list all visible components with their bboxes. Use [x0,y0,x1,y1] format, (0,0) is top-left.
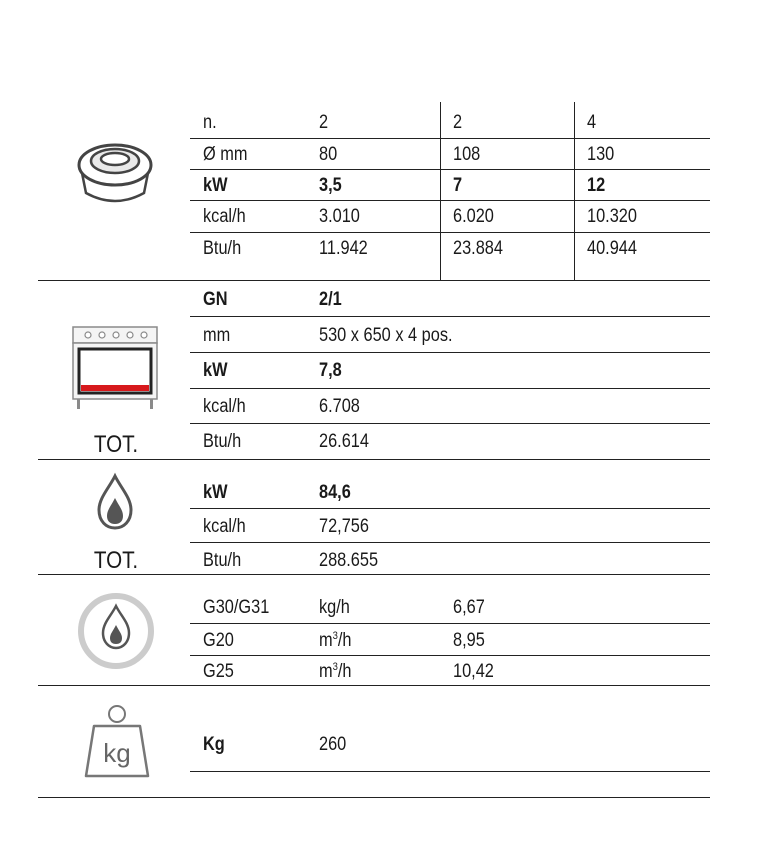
gas-type: G25 [203,661,234,682]
gas-type: G20 [203,630,234,651]
burner-value: 80 [319,144,338,165]
oven-row-label: GN [203,289,228,310]
gas-row-label: kcal/h [203,516,246,537]
consumption-unit [319,630,352,652]
consumption-value: 8,95 [453,630,485,651]
oven-value: 26.614 [319,431,369,452]
burner-value: 40.944 [587,238,637,259]
gas-consumption-icon [77,592,155,670]
gas-type: G30/G31 [203,597,270,618]
unit-superscript: 3 [332,661,338,673]
gas-value: 288.655 [319,550,379,571]
gas-row-label: Btu/h [203,550,242,571]
oven-value: 530 x 650 x 4 pos. [319,325,453,346]
unit-base: m [319,661,333,682]
burner-row-label: Btu/h [203,238,242,259]
section-divider [38,574,710,575]
burner-value: 108 [453,144,481,165]
weight-icon-label: kg [103,738,131,768]
consumption-value: 10,42 [453,661,494,682]
burner-value: 6.020 [453,206,494,227]
section-divider [38,685,710,686]
section-divider [38,280,710,281]
gas-value: 72,756 [319,516,369,537]
weight-label: Kg [203,734,225,755]
gas-value: 84,6 [319,482,351,503]
oven-icon [72,326,160,410]
burner-value: 3.010 [319,206,360,227]
burner-value: 7 [453,175,463,196]
burner-value: 10.320 [587,206,637,227]
oven-value: 7,8 [319,360,342,381]
burner-value: 12 [587,175,606,196]
oven-total-label: TOT. [93,431,139,458]
weight-kg-icon [82,702,152,780]
gas-row-label: kW [203,482,228,503]
unit-tail: /h [337,630,352,651]
burner-value: 11.942 [319,238,368,259]
burner-row-label: kcal/h [203,206,246,227]
burner-row-label: n. [203,112,217,133]
unit-superscript: 3 [332,630,338,642]
oven-row-label: kcal/h [203,396,246,417]
oven-value: 2/1 [319,289,342,310]
unit-tail: /h [337,661,352,682]
burner-value: 130 [587,144,615,165]
section-divider [38,459,710,460]
burner-value: 23.884 [453,238,503,259]
oven-row-label: Btu/h [203,431,242,452]
gas-burner-icon [70,135,160,210]
oven-value: 6.708 [319,396,360,417]
oven-row-label: mm [203,325,231,346]
burner-value: 3,5 [319,175,342,196]
gas-total-label: TOT. [93,547,139,574]
flame-icon [97,474,133,530]
burner-value: 4 [587,112,597,133]
weight-value: 260 [319,734,347,755]
consumption-unit [319,661,352,683]
consumption-unit: kg/h [319,597,350,618]
consumption-value: 6,67 [453,597,485,618]
section-divider [38,797,710,798]
unit-base: m [319,630,333,651]
burner-value: 2 [453,112,463,133]
burner-value: 2 [319,112,329,133]
oven-row-label: kW [203,360,228,381]
burner-row-label: Ø mm [203,144,248,165]
burner-row-label: kW [203,175,228,196]
